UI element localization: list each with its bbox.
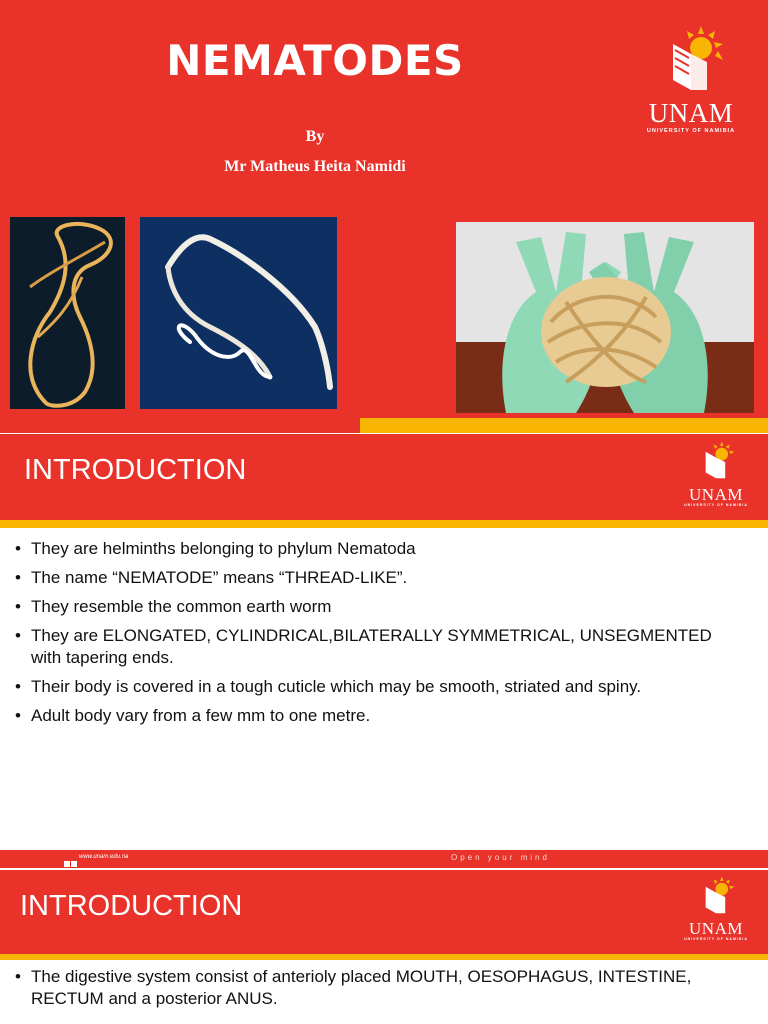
roundworm-photo-blue	[140, 217, 337, 409]
unam-logo	[678, 876, 754, 941]
logo-subtitle: UNIVERSITY OF NAMIBIA	[684, 937, 748, 941]
list-item: • They resemble the common earth worm	[14, 596, 734, 618]
list-item: • The digestive system consist of anterioly placed MOUTH, OESOPHAGUS, INTESTINE, RECTUM and a posterior ANUS.	[14, 966, 734, 1010]
unam-book-sun-icon	[693, 876, 739, 916]
author-name: Mr Matheus Heita Namidi	[224, 158, 406, 175]
unam-logo	[636, 26, 746, 134]
bullet-list	[14, 966, 734, 1017]
byline-label: By	[305, 128, 325, 145]
title-slide	[0, 0, 768, 433]
logo-wordmark: UNAM	[689, 485, 743, 504]
unam-book-sun-icon	[693, 440, 739, 482]
facebook-icon	[64, 861, 70, 867]
accent-stripe	[360, 418, 768, 433]
introduction-slide	[0, 434, 768, 862]
accent-stripe	[0, 954, 768, 960]
list-item: • The name “NEMATODE” means “THREAD-LIKE”.	[14, 567, 734, 589]
bullet-list	[14, 538, 734, 734]
logo-subtitle: UNIVERSITY OF NAMIBIA	[646, 128, 736, 134]
worm-mass-photo	[456, 222, 754, 413]
slide-footer	[0, 850, 768, 868]
roundworm-photo-dark	[10, 217, 125, 409]
footer-tagline: Open your mind	[451, 853, 550, 862]
list-item: • Their body is covered in a tough cuticle which may be smooth, striated and spiny.	[14, 676, 734, 698]
introduction-slide-2	[0, 870, 768, 1024]
accent-stripe	[0, 520, 768, 528]
footer-website: www.unam.edu.na	[79, 854, 129, 860]
slide-header	[0, 434, 768, 520]
slide-title: INTRODUCTION	[20, 890, 243, 922]
logo-wordmark: UNAM	[648, 98, 734, 128]
list-item: • They are ELONGATED, CYLINDRICAL,BILATERALLY SYMMETRICAL, UNSEGMENTED with tapering ends.	[14, 625, 734, 669]
unam-logo	[678, 440, 754, 507]
logo-subtitle: UNIVERSITY OF NAMIBIA	[684, 503, 748, 507]
unam-book-sun-icon	[651, 26, 731, 94]
list-item: • Adult body vary from a few mm to one metre.	[14, 705, 734, 727]
list-item: • They are helminths belonging to phylum Nematoda	[14, 538, 734, 560]
slide-header	[0, 870, 768, 954]
slide-title: NEMATODES	[166, 36, 464, 85]
logo-wordmark: UNAM	[689, 919, 743, 938]
twitter-icon	[71, 861, 77, 867]
slide-title: INTRODUCTION	[24, 454, 247, 486]
